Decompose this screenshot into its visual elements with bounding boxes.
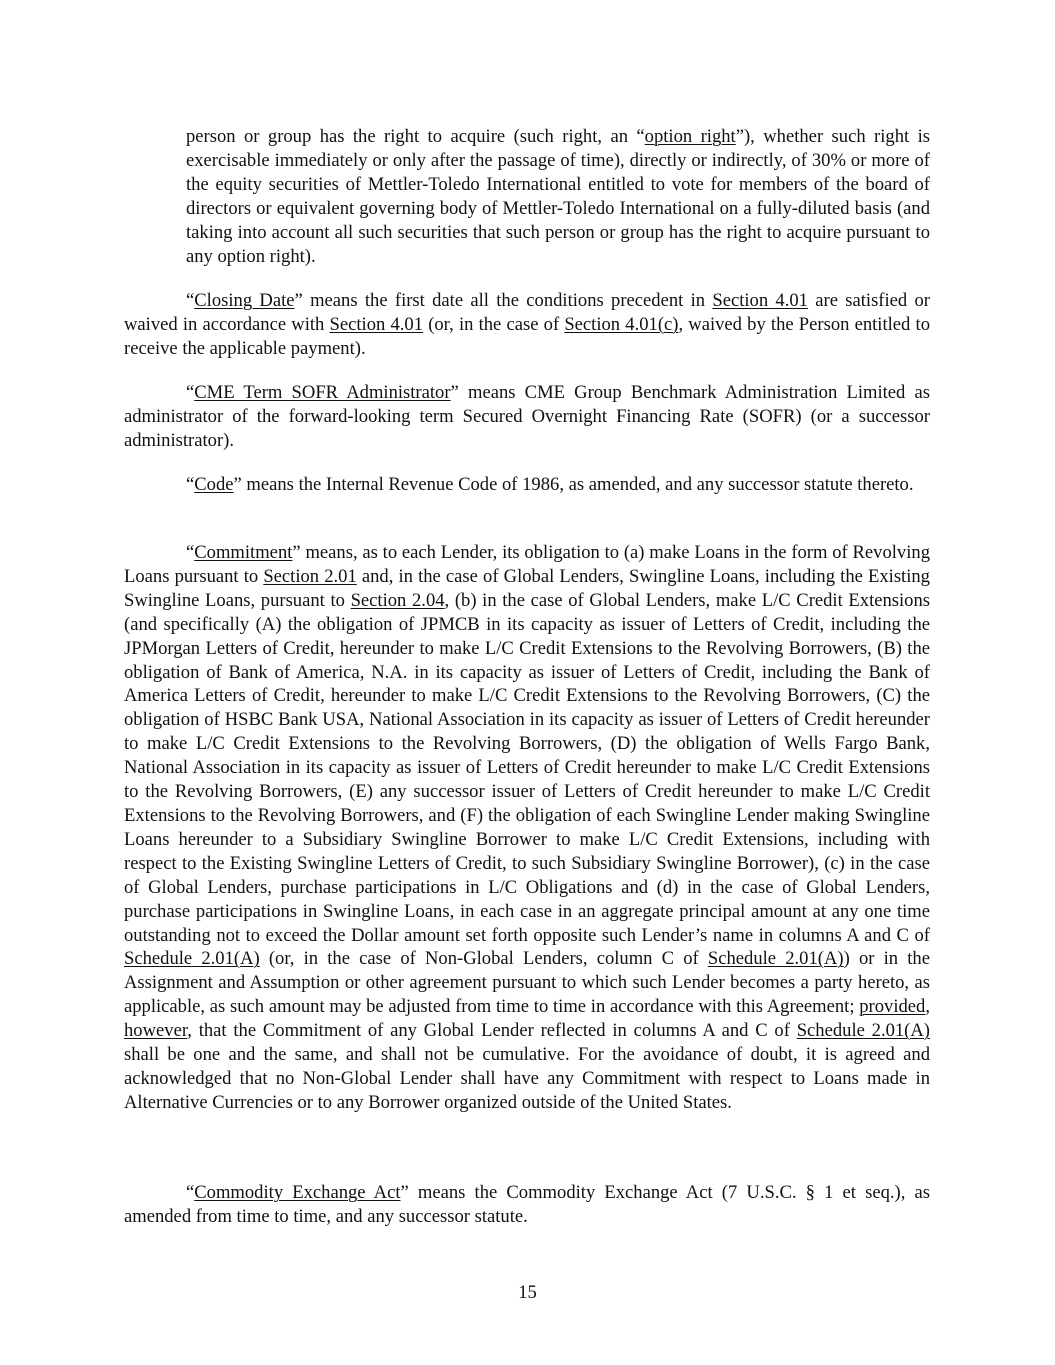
definition-cme-term-sofr-administrator bbox=[124, 381, 930, 453]
defined-term-reference: provided bbox=[859, 996, 926, 1018]
definition-commitment bbox=[124, 541, 930, 1115]
defined-term-reference: Code bbox=[194, 474, 234, 495]
text-run: and, in the case of Global Lenders, Swingline Loans, including the Existing Swingline Loans, pursuant to bbox=[124, 565, 930, 611]
definition-commodity-exchange-act bbox=[124, 1181, 930, 1229]
text-run: ” means, as to each Lender, its obligation to (a) make Loans in the form of Revolving Loans pursuant to bbox=[124, 542, 930, 587]
page-number: 15 bbox=[518, 1282, 537, 1303]
paragraph-option-right bbox=[186, 125, 930, 268]
defined-term-reference: Section 2.01 bbox=[263, 565, 357, 587]
defined-term-reference: option right bbox=[644, 126, 736, 147]
defined-term-reference: Section 4.01(c) bbox=[564, 313, 679, 335]
text-run: person or group has the right to acquire (such right, an “ bbox=[186, 126, 645, 147]
text-run: (or, in the case of Non-Global Lenders, column C of bbox=[259, 948, 708, 970]
defined-term-reference: Section 4.01 bbox=[329, 313, 424, 335]
text-run: ” means CME Group Benchmark Administration Limited as administrator of the forward-looking term Secured Overnight Financing Rate (SOFR) (or a successor administrator). bbox=[124, 382, 930, 451]
defined-term-reference: Commodity Exchange Act bbox=[194, 1182, 401, 1203]
defined-term-reference: Schedule 2.01(A) bbox=[124, 948, 260, 970]
defined-term-reference: Schedule 2.01(A) bbox=[796, 1020, 930, 1042]
text-run: shall be one and the same, and shall not be cumulative. For the avoidance of doubt, it is agreed and acknowledged that no Non-Global Lender shall have any Commitment with respect to Loans made in Alternative Currencies or to any Borrower organized outside of the United States. bbox=[124, 1044, 930, 1113]
text-run: “ bbox=[186, 542, 195, 563]
text-run: “ bbox=[186, 1182, 195, 1203]
text-run: , that the Commitment of any Global Lender reflected in columns A and C of bbox=[187, 1020, 797, 1042]
text-run: “ bbox=[186, 290, 195, 311]
text-run: , (b) in the case of Global Lenders, make L/C Credit Extensions (and specifically (A) the obligation of JPMCB in its capacity as issuer of Letters of Credit, including the JPMorgan Letters of Credit, hereunder to make L/C Credit Extensions to the Revolving Borrowers, (B) the obligation of Bank of America, N.A. in its capacity as issuer of Letters of Credit, including the Bank of America Letters of Credit, hereunder to make L/C Credit Extensions to the Revolving Borrowers, (C) the obligation of HSBC Bank USA, National Association in its capacity as issuer of Letters of Credit hereunder to make L/C Credit Extensions to the Revolving Borrowers, (D) the obligation of Wells Fargo Bank, National Association in its capacity as issuer of Letters of Credit hereunder to make L/C Credit Extensions to the Revolving Borrowers, (E) any successor issuer of Letters of Credit hereunder to make L/C Credit Extensions to the Revolving Borrowers, and (F) the obligation of each Swingline Lender making Swingline Loans hereunder to a Subsidiary Swingline Borrower to make L/C Credit Extensions, including with respect to the Existing Swingline Letters of Credit, to such Subsidiary Swingline Borrower), (c) in the case of Global Lenders, purchase participations in L/C Obligations and (d) in the case of Global Lenders, purchase participations in Swingline Loans, in each case in an aggregate principal amount at any one time outstanding not to exceed the Dollar amount set forth opposite such Lender’s name in columns A and C of bbox=[124, 589, 931, 946]
text-run: ”), whether such right is exercisable immediately or only after the passage of time), directly or indirectly, of 30% or more of the equity securities of Mettler-Toledo International entitled to vote for members of the board of directors or equivalent governing body of Mettler-Toledo International on a fully-diluted basis (and taking into account all such securities that such person or group has the right to acquire pursuant to any option right). bbox=[186, 126, 930, 267]
text-run: “ bbox=[186, 382, 195, 403]
defined-term-reference: Section 4.01 bbox=[712, 290, 808, 311]
text-run: ” means the Commodity Exchange Act (7 U.S.C. § 1 et seq.), as amended from time to time, and any successor statute. bbox=[124, 1182, 930, 1227]
defined-term-reference: Commitment bbox=[194, 542, 293, 563]
defined-term-reference: however bbox=[124, 1020, 188, 1042]
defined-term-reference: Section 2.04 bbox=[350, 589, 445, 611]
text-run: , waived by the Person entitled to receive the applicable payment). bbox=[124, 313, 930, 359]
defined-term-reference: Closing Date bbox=[194, 290, 295, 311]
text-run: ) or in the Assignment and Assumption or other agreement pursuant to which such Lender becomes a party hereto, as applicable, as such amount may be adjusted from time to time in accordance with this Agreement; bbox=[124, 948, 930, 1018]
defined-term-reference: Schedule 2.01(A) bbox=[707, 948, 844, 970]
defined-term-reference: CME Term SOFR Administrator bbox=[194, 382, 451, 403]
text-run: are satisfied or waived in accordance with bbox=[124, 290, 930, 335]
definition-closing-date bbox=[124, 289, 930, 361]
text-run: ” means the first date all the conditions precedent in bbox=[294, 290, 713, 311]
text-run: , bbox=[925, 996, 930, 1018]
text-run: (or, in the case of bbox=[423, 313, 565, 335]
text-run: “ bbox=[186, 474, 195, 495]
definition-code bbox=[124, 473, 930, 497]
text-run: ” means the Internal Revenue Code of 1986, as amended, and any successor statute thereto. bbox=[233, 474, 914, 495]
